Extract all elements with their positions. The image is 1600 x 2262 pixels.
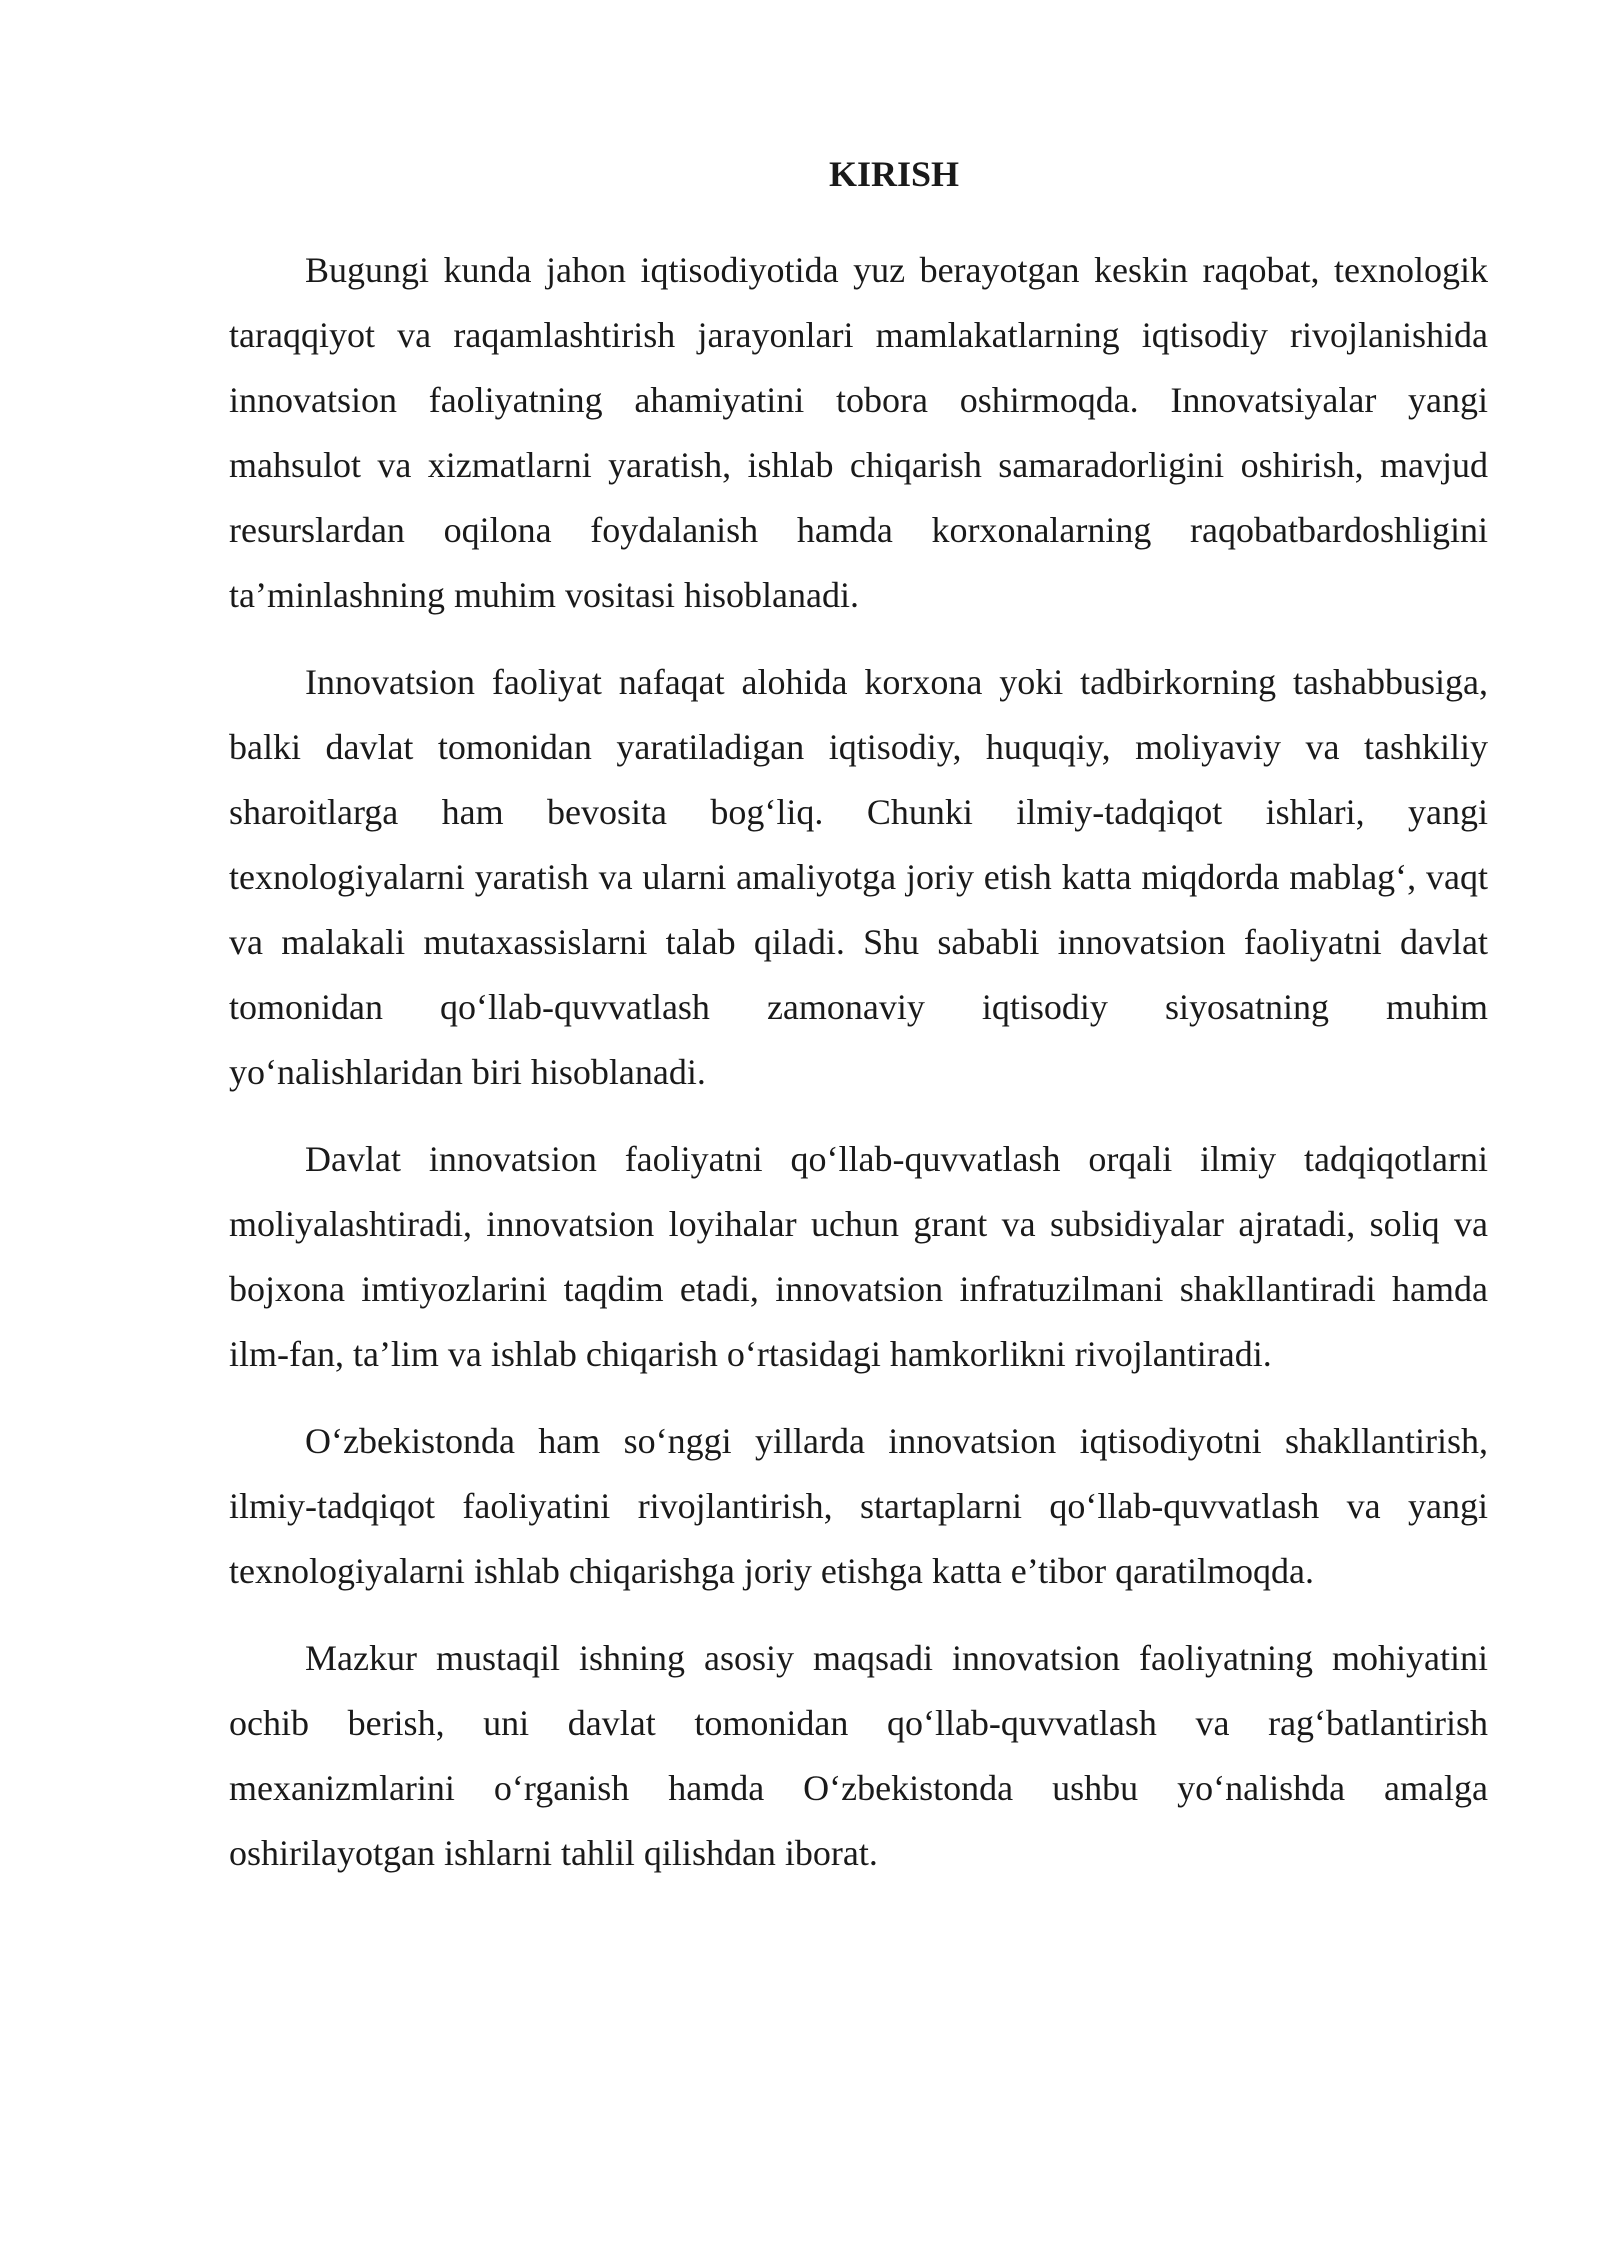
paragraph-5: Mazkur mustaqil ishning asosiy maqsadi innovatsion faoliyatning mohiyatini ochib berish, uni davlat tomonidan qo‘llab-quvvatlash va rag‘batlantirish mexanizmlarini o‘rganish hamda O‘zbekistonda ushbu yo‘nalishda amalga oshirilayotgan ishlarni tahlil qilishdan iborat. <box>229 1638 1488 1873</box>
body-text <box>229 238 1488 1908</box>
paragraph-1: Bugungi kunda jahon iqtisodiyotida yuz berayotgan keskin raqobat, texnologik taraqqiyot va raqamlashtirish jarayonlari mamlakatlarning iqtisodiy rivojlanishida innovatsion faoliyatning ahamiyatini tobora oshirmoqda. Innovatsiyalar yangi mahsulot va xizmatlarni yaratish, ishlab chiqarish samaradorligini oshirish, mavjud resurslardan oqilona foydalanish hamda korxonalarning raqobatbardoshligini ta’minlashning muhim vositasi hisoblanadi. <box>229 250 1488 615</box>
paragraph-2: Innovatsion faoliyat nafaqat alohida korxona yoki tadbirkorning tashabbusiga, balki davlat tomonidan yaratiladigan iqtisodiy, huquqiy, moliyaviy va tashkiliy sharoitlarga ham bevosita bog‘liq. Chunki ilmiy-tadqiqot ishlari, yangi texnologiyalarni yaratish va ularni amaliyotga joriy etish katta miqdorda mablag‘, vaqt va malakali mutaxassislarni talab qiladi. Shu sababli innovatsion faoliyatni davlat tomonidan qo‘llab-quvvatlash zamonaviy iqtisodiy siyosatning muhim yo‘nalishlaridan biri hisoblanadi. <box>229 662 1488 1092</box>
paragraph-4: O‘zbekistonda ham so‘nggi yillarda innovatsion iqtisodiyotni shakllantirish, ilmiy-tadqiqot faoliyatini rivojlantirish, startaplarni qo‘llab-quvvatlash va yangi texnologiyalarni ishlab chiqarishga joriy etishga katta e’tibor qaratilmoqda. <box>229 1421 1488 1591</box>
section-title: KIRISH <box>828 154 960 194</box>
paragraph-3: Davlat innovatsion faoliyatni qo‘llab-quvvatlash orqali ilmiy tadqiqotlarni moliyalashtiradi, innovatsion loyihalar uchun grant va subsidiyalar ajratadi, soliq va bojxona imtiyozlarini taqdim etadi, innovatsion infratuzilmani shakllantiradi hamda ilm-fan, ta’lim va ishlab chiqarish o‘rtasidagi hamkorlikni rivojlantiradi. <box>229 1139 1488 1374</box>
